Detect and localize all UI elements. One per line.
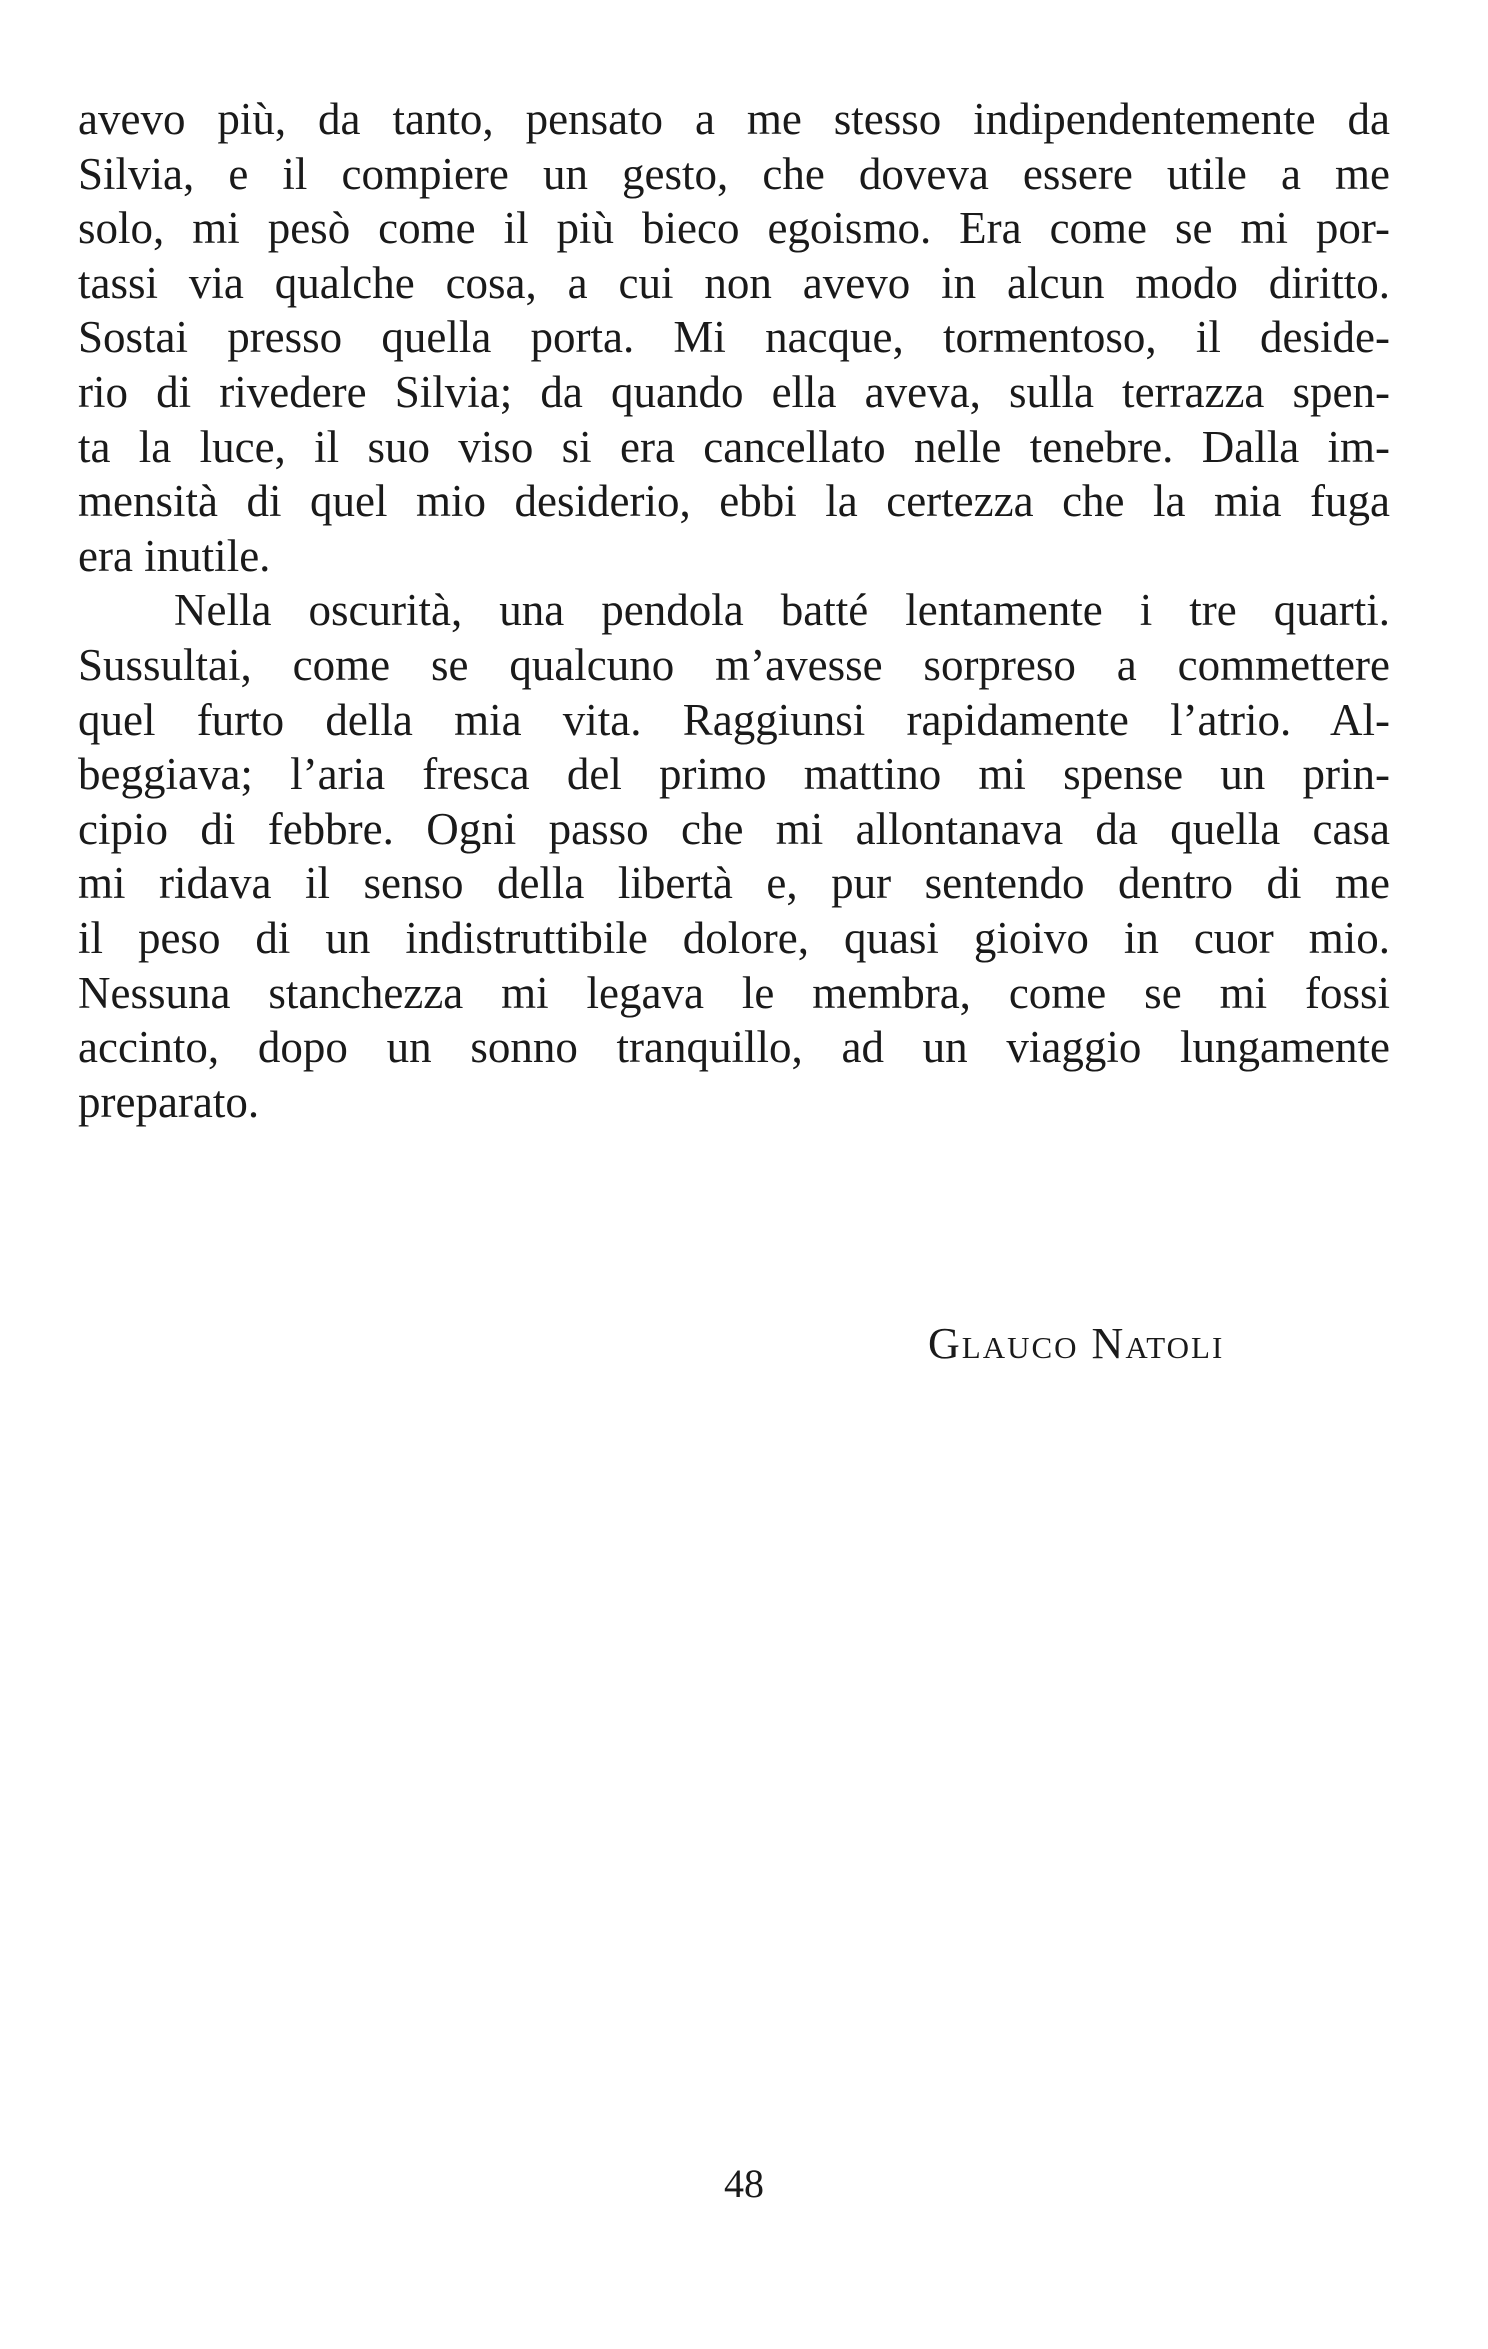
text-line: mensità di quel mio desiderio, ebbi la certezza che la mia fuga — [78, 476, 1390, 527]
text-line: rio di rivedere Silvia; da quando ella aveva, sulla terrazza spen- — [78, 366, 1390, 417]
text-line: avevo più, da tanto, pensato a me stesso indipendentemente da — [78, 94, 1390, 144]
text-line: preparato. — [78, 1076, 260, 1127]
text-line: Sussultai, come se qualcuno m’avesse sorpreso a commettere — [78, 639, 1390, 690]
text-line: era inutile. — [78, 530, 271, 581]
text-line: solo, mi pesò come il più bieco egoismo. Era come se mi por- — [78, 203, 1390, 254]
page-number: 48 — [724, 2161, 764, 2206]
text-line: cipio di febbre. Ogni passo che mi allontanava da quella casa — [78, 803, 1390, 854]
text-line: quel furto della mia vita. Raggiunsi rapidamente l’atrio. Al- — [78, 694, 1390, 745]
text-line: Nella oscurità, una pendola batté lentamente i tre quarti. — [174, 585, 1390, 636]
text-line: beggiava; l’aria fresca del primo mattino mi spense un prin- — [78, 749, 1390, 800]
body-text — [78, 92, 1390, 1129]
text-line: Nessuna stanchezza mi legava le membra, come se mi fossi — [78, 967, 1390, 1018]
text-line: Silvia, e il compiere un gesto, che doveva essere utile a me — [78, 148, 1390, 199]
text-line: tassi via qualche cosa, a cui non avevo in alcun modo diritto. — [78, 257, 1390, 308]
text-line: il peso di un indistruttibile dolore, quasi gioivo in cuor mio. — [78, 912, 1390, 963]
text-line: ta la luce, il suo viso si era cancellato nelle tenebre. Dalla im- — [78, 421, 1390, 472]
text-line: accinto, dopo un sonno tranquillo, ad un viaggio lungamente — [78, 1022, 1390, 1073]
text-line: mi ridava il senso della libertà e, pur sentendo dentro di me — [78, 858, 1390, 909]
author-signature: Glauco Natoli — [928, 1319, 1225, 1368]
text-line: Sostai presso quella porta. Mi nacque, tormentoso, il deside- — [78, 312, 1390, 363]
